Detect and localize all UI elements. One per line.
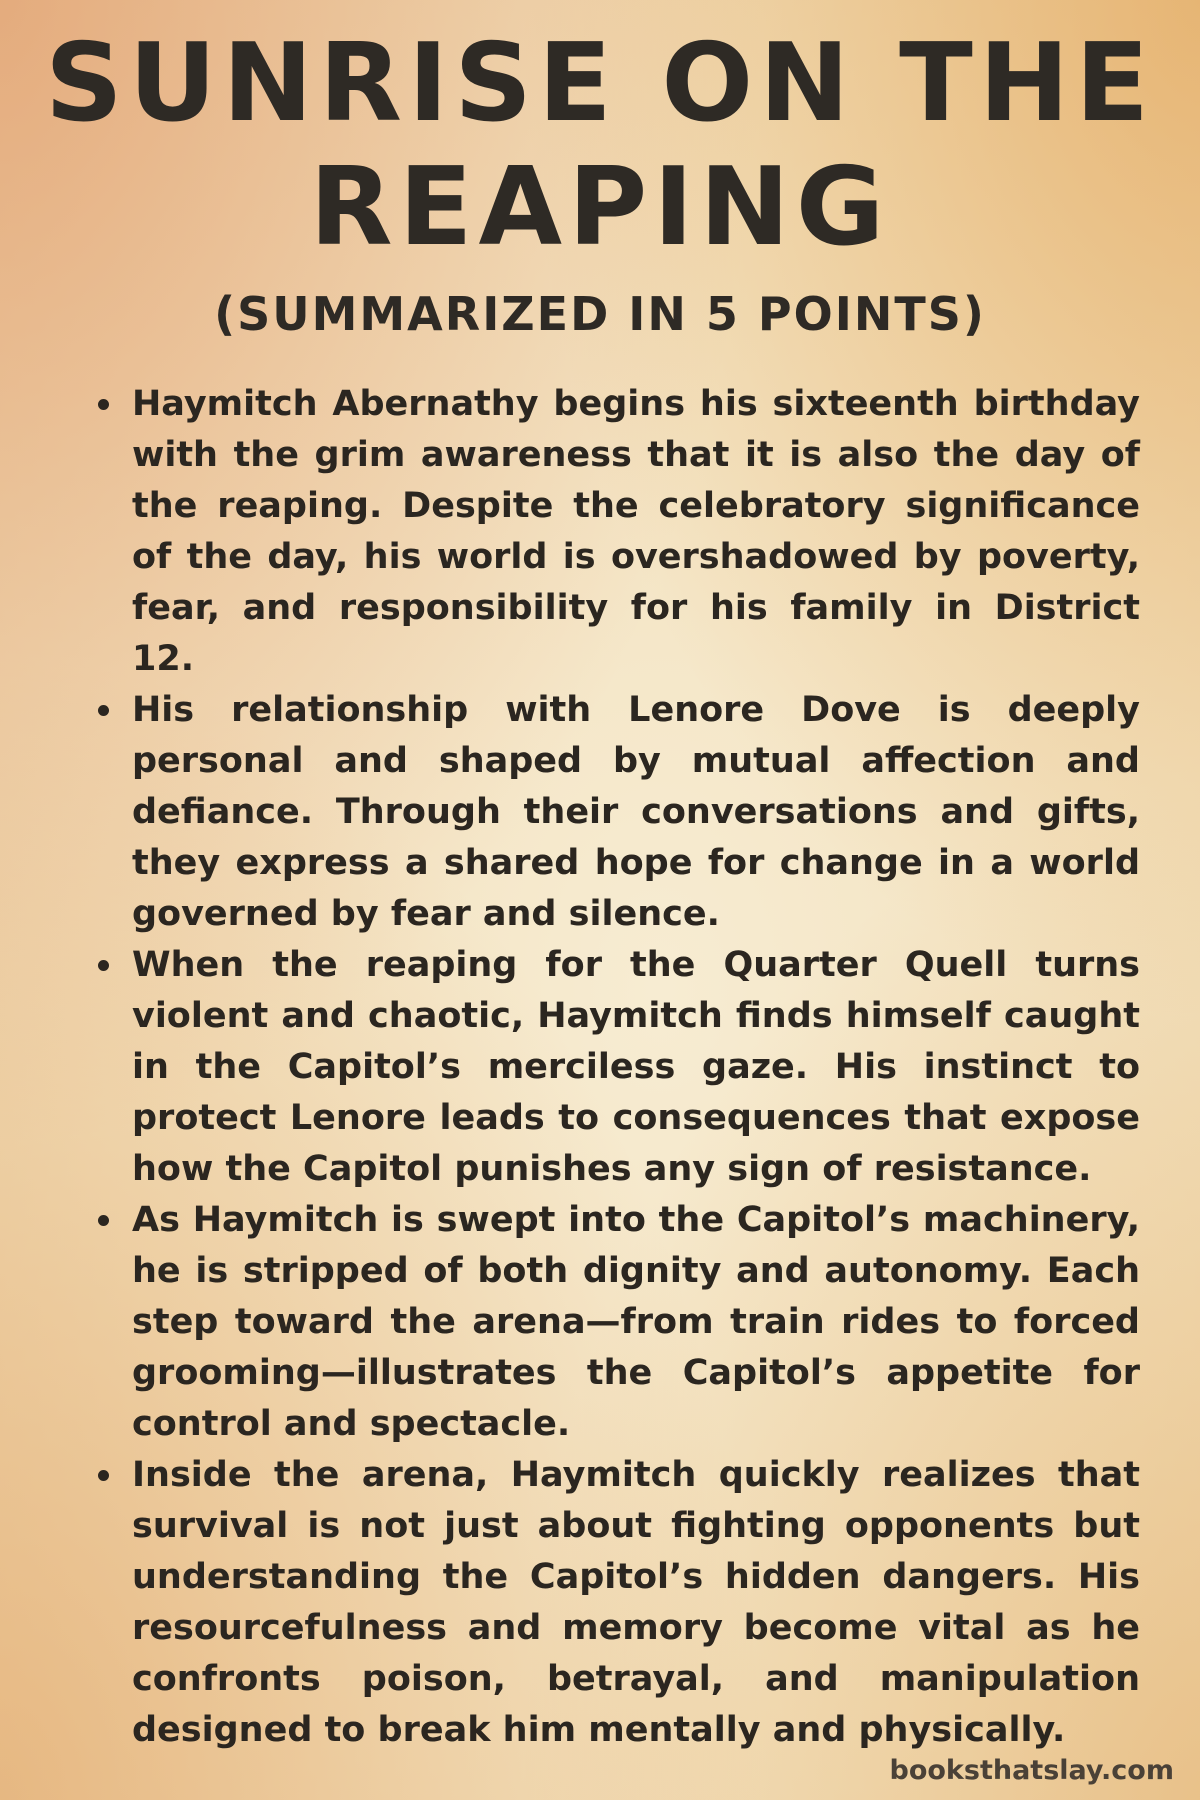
list-item (96, 1450, 1140, 1756)
summary-list (96, 379, 1140, 1756)
page-subtitle: (SUMMARIZED IN 5 POINTS) (214, 287, 986, 341)
point-text: Inside the arena, Haymitch quickly realizes that survival is not just about fighting opponents but understanding the Capitol’s hidden dangers. His resourcefulness and memory become vital as he confronts poison, betrayal, and manipulation designed to break him mentally and physically. (132, 1455, 1140, 1750)
page-title: SUNRISE ON THE REAPING (45, 21, 1155, 270)
bullet-icon (98, 1470, 109, 1481)
bullet-icon (98, 1215, 109, 1226)
point-text: As Haymitch is swept into the Capitol’s machinery, he is stripped of both dignity and autonomy. Each step toward the arena—from train rides to forced grooming—illustrates the Capitol’s appetite for control and spectacle. (132, 1200, 1140, 1444)
list-item (96, 685, 1140, 940)
list-item (96, 1195, 1140, 1450)
point-text: Haymitch Abernathy begins his sixteenth birthday with the grim awareness that it is also the day of the reaping. Despite the celebratory significance of the day, his world is overshadowed by poverty, fear, and responsibility for his family in District 12. (132, 384, 1140, 679)
bullet-icon (98, 960, 109, 971)
bullet-icon (98, 399, 109, 410)
list-item (96, 379, 1140, 685)
point-text: When the reaping for the Quarter Quell turns violent and chaotic, Haymitch finds himself caught in the Capitol’s merciless gaze. His instinct to protect Lenore leads to consequences that expose how the Capitol punishes any sign of resistance. (132, 945, 1140, 1189)
site-url: booksthatslay.com (889, 1755, 1174, 1786)
point-text: His relationship with Lenore Dove is deeply personal and shaped by mutual affection and defiance. Through their conversations and gifts, they express a shared hope for change in a world governed by fear and silence. (132, 690, 1140, 934)
bullet-icon (98, 705, 109, 716)
list-item (96, 940, 1140, 1195)
